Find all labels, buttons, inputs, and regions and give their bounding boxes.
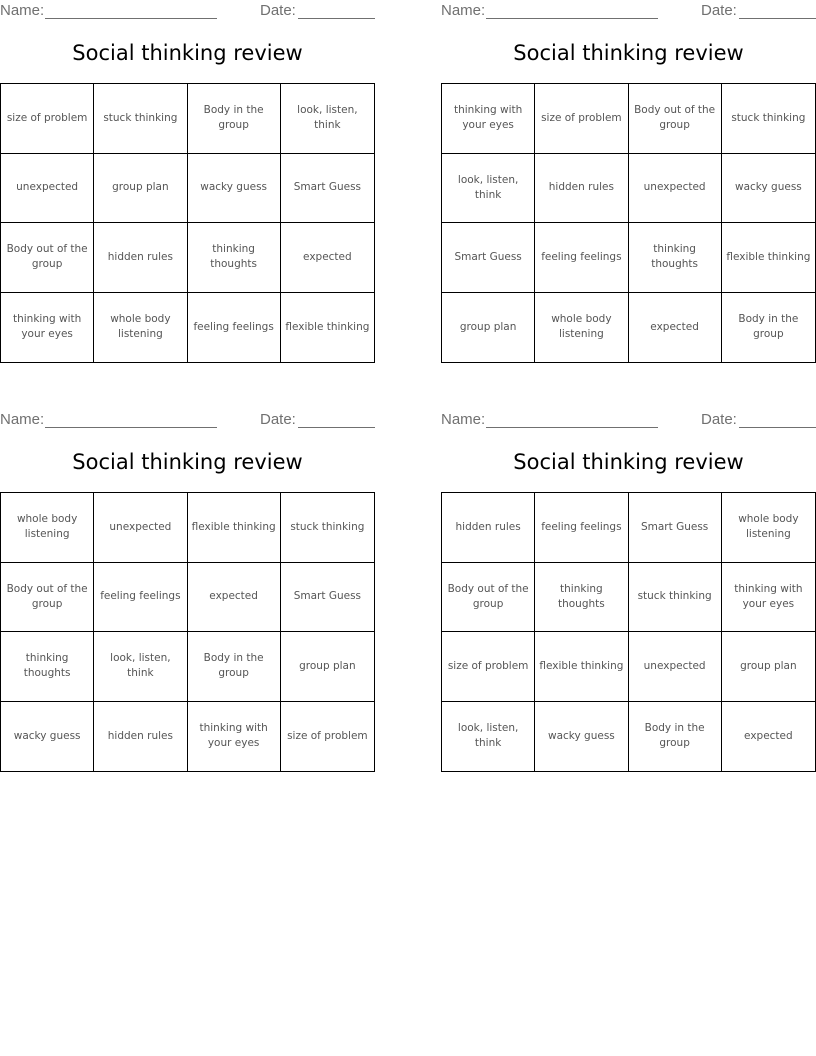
bingo-cell: thinking with your eyes xyxy=(188,702,281,772)
bingo-cell: size of problem xyxy=(1,84,94,154)
bingo-cell: whole body listening xyxy=(722,493,815,563)
bingo-cell: thinking with your eyes xyxy=(1,293,94,363)
bingo-grid xyxy=(441,492,816,772)
bingo-cell: thinking with your eyes xyxy=(722,563,815,633)
bingo-card xyxy=(441,409,816,779)
name-label: Name: xyxy=(441,2,486,19)
bingo-cell: look, listen, think xyxy=(442,702,535,772)
bingo-cell: Smart Guess xyxy=(281,563,374,633)
bingo-cell: stuck thinking xyxy=(629,563,722,633)
bingo-cell: group plan xyxy=(94,154,187,224)
bingo-cell: group plan xyxy=(722,632,815,702)
bingo-cell: size of problem xyxy=(535,84,628,154)
bingo-grid xyxy=(0,83,375,363)
bingo-cell: hidden rules xyxy=(94,702,187,772)
bingo-cell: Body out of the group xyxy=(1,563,94,633)
date-label: Date: xyxy=(701,2,737,19)
date-blank-line xyxy=(739,427,816,428)
name-label: Name: xyxy=(0,2,45,19)
date-blank-line xyxy=(739,18,816,19)
bingo-cell: stuck thinking xyxy=(722,84,815,154)
bingo-cell: unexpected xyxy=(94,493,187,563)
bingo-cell: Body out of the group xyxy=(1,223,94,293)
bingo-cell: thinking thoughts xyxy=(188,223,281,293)
bingo-cell: unexpected xyxy=(629,632,722,702)
bingo-cell: expected xyxy=(281,223,374,293)
bingo-card xyxy=(0,409,375,779)
bingo-cell: thinking with your eyes xyxy=(442,84,535,154)
bingo-cell: wacky guess xyxy=(1,702,94,772)
bingo-cell: look, listen, think xyxy=(442,154,535,224)
bingo-cell: flexible thinking xyxy=(188,493,281,563)
bingo-cell: whole body listening xyxy=(535,293,628,363)
bingo-cell: wacky guess xyxy=(722,154,815,224)
bingo-cell: Body in the group xyxy=(629,702,722,772)
bingo-cell: Body out of the group xyxy=(442,563,535,633)
date-label: Date: xyxy=(701,411,737,428)
bingo-cell: size of problem xyxy=(442,632,535,702)
bingo-cell: Body in the group xyxy=(188,632,281,702)
bingo-cell: whole body listening xyxy=(1,493,94,563)
bingo-cell: thinking thoughts xyxy=(629,223,722,293)
date-label: Date: xyxy=(260,2,296,19)
bingo-cell: feeling feelings xyxy=(188,293,281,363)
bingo-grid xyxy=(441,83,816,363)
bingo-cell: thinking thoughts xyxy=(535,563,628,633)
bingo-cell: expected xyxy=(744,729,793,742)
card-title: Social thinking review xyxy=(72,41,303,65)
date-label: Date: xyxy=(260,411,296,428)
bingo-cell: group plan xyxy=(442,293,535,363)
bingo-cell: hidden rules xyxy=(535,154,628,224)
bingo-cell: whole body listening xyxy=(94,293,187,363)
bingo-cell: Smart Guess xyxy=(281,154,374,224)
bingo-cell: look, listen, think xyxy=(281,84,374,154)
bingo-cell: look, listen, think xyxy=(94,632,187,702)
bingo-cell: wacky guess xyxy=(188,154,281,224)
bingo-cell: thinking thoughts xyxy=(1,632,94,702)
bingo-cell: hidden rules xyxy=(442,493,535,563)
bingo-cell: expected xyxy=(629,293,722,363)
date-blank-line xyxy=(298,18,375,19)
name-blank-line xyxy=(486,18,658,19)
bingo-cell: hidden rules xyxy=(94,223,187,293)
bingo-cell: stuck thinking xyxy=(94,84,187,154)
bingo-card xyxy=(0,0,375,370)
bingo-cell: expected xyxy=(188,563,281,633)
bingo-grid xyxy=(0,492,375,772)
bingo-cell: feeling feelings xyxy=(535,223,628,293)
card-title: Social thinking review xyxy=(513,41,744,65)
card-title: Social thinking review xyxy=(513,450,744,474)
bingo-cell: group plan xyxy=(281,632,374,702)
bingo-cell: flexible thinking xyxy=(285,320,370,333)
name-label: Name: xyxy=(0,411,45,428)
bingo-cell: wacky guess xyxy=(535,702,628,772)
name-blank-line xyxy=(486,427,658,428)
bingo-cell: flexible thinking xyxy=(535,632,628,702)
bingo-cell: Body out of the group xyxy=(629,84,722,154)
bingo-cell: Smart Guess xyxy=(629,493,722,563)
bingo-cell: unexpected xyxy=(629,154,722,224)
bingo-cell: stuck thinking xyxy=(281,493,374,563)
bingo-cell: Body in the group xyxy=(188,84,281,154)
bingo-cell: Body in the group xyxy=(738,313,799,341)
bingo-cell: feeling feelings xyxy=(535,493,628,563)
bingo-cell: unexpected xyxy=(1,154,94,224)
name-blank-line xyxy=(45,18,217,19)
date-blank-line xyxy=(298,427,375,428)
bingo-cell: size of problem xyxy=(287,729,368,742)
name-blank-line xyxy=(45,427,217,428)
name-label: Name: xyxy=(441,411,486,428)
bingo-cell: flexible thinking xyxy=(722,223,815,293)
card-title: Social thinking review xyxy=(72,450,303,474)
bingo-cell: Smart Guess xyxy=(442,223,535,293)
bingo-card xyxy=(441,0,816,370)
bingo-cell: feeling feelings xyxy=(94,563,187,633)
